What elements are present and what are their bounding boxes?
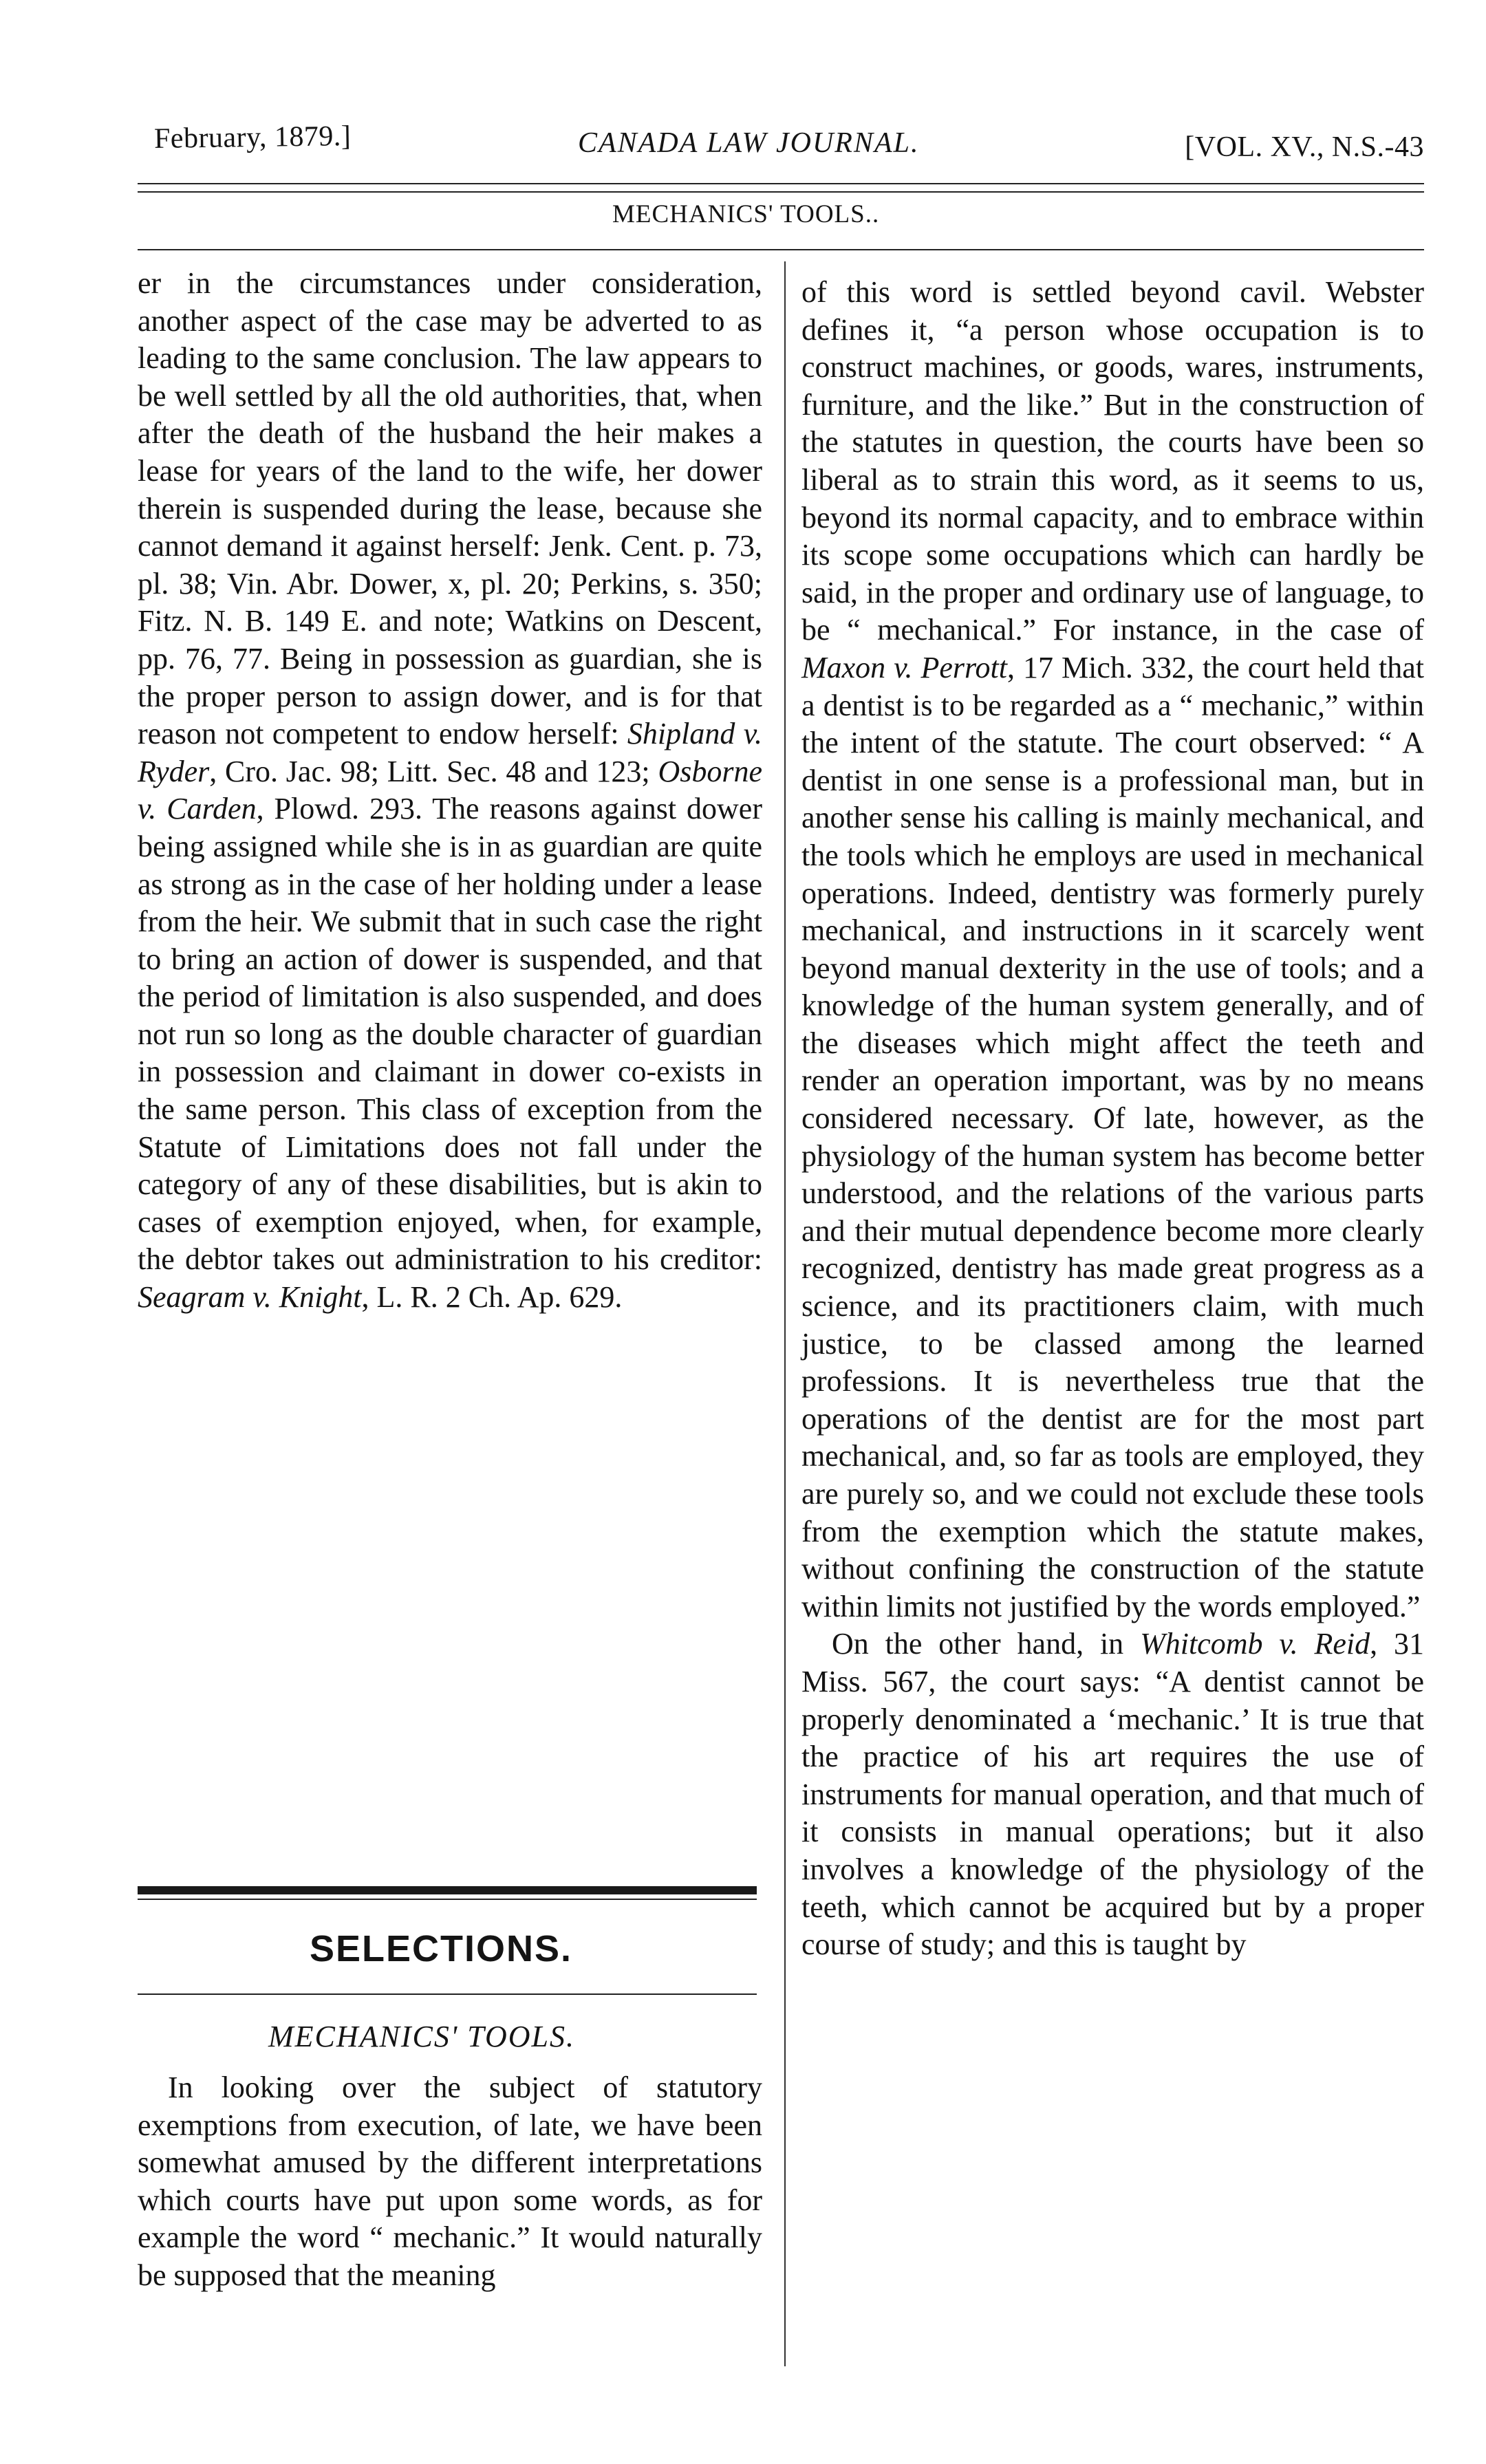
article-paragraph: In looking over the subject of statutory exemptions from execution, of late, we have been somewhat amused by the different interpretations which courts have put upon some words, as for example the word “ mechanic.” It would naturally be supposed that the meaning [138,2071,762,2292]
left-text-1: er in the circumstances under consideration, another aspect of the case may be adverted to as leading to the same conclusion. The law appears to be well settled by all the old authorities, that, when after the death of the husband the heir makes a lease for years of the land to the wife, her dower therein is suspended during the lease, because she cannot demand it against herself: Jenk. Cent. p. 73, pl. 38; Vin. Abr. Dower, x, pl. 20; Perkins, s. 350; Fitz. N. B. 149 E. and note; Watkins on Descent, pp. 76, 77. Being in possession as guardian, she is the proper person to assign dower, and is for that reason not competent to endow herself: [138,266,762,751]
article-title: MECHANICS' TOOLS. [268,2020,575,2053]
left-paragraph [138,265,762,1317]
left-text-2: , Cro. Jac. 98; Litt. Sec. 48 and 123; [209,754,658,788]
header-date: February, 1879.] [153,120,352,155]
case-citation-osborne: Osborne v. Carden [138,754,762,826]
header-volume: [VOL. XV., N.S.-43 [1185,131,1424,163]
right-text-2: , 17 Mich. 332, the court held that a dentist is to be regarded as a “ mechanic,” within the intent of the statute. The court observed: “ A dentist in one sense is a professional man, but in another sense his calling is mainly mechanical, and the tools which he employs are used in mechanical operations. Indeed, dentistry was formerly purely mechanical, and instructions in it scarcely went beyond manual dexterity in the use of tools; and a knowledge of the human system generally, and of the diseases which might affect the teeth and render an operation important, was by no means considered necessary. Of late, however, as the physiology of the human system has become better understood, and the relations of the various parts and their mutual dependence become more clearly recognized, dentistry has made great progress as a science, and its practitioners claim, with much justice, to be classed among the learned professions. It is nevertheless true that the operations of the dentist are for the most part mechanical, and, so far as tools are employed, they are purely so, and we could not exclude these tools from the exemption which the statute makes, without confining the construction of the statute within limits not justified by the words employed.” [801,650,1424,1623]
case-citation-maxon: Maxon v. Perrott [801,650,1007,684]
selections-thin-rule-top [138,1899,757,1900]
selections-thin-rule-bottom [138,1993,757,1995]
header-rule-top [138,183,1424,184]
case-citation-shipland: Shipland v. Ryder [138,717,762,788]
selections-heading: SELECTIONS. [310,1928,573,1969]
section-rule [138,249,1424,250]
right-text-1: of this word is settled beyond cavil. Webster defines it, “a person whose occupation is to construct machines, or goods, wares, instruments, furniture, and the like.” But in the construction of the statutes in question, the courts have been so liberal as to strain this word, as it seems to us, beyond its normal capacity, and to embrace within its scope some occupations which can hardly be said, in the proper and ordinary use of language, to be “ mechanical.” For instance, in the case of [801,275,1424,647]
header-journal-title: CANADA LAW JOURNAL. [578,127,920,159]
left-column [138,265,762,1317]
right-paragraph-1 [801,274,1424,1625]
right-paragraph-2 [801,1625,1424,1963]
article-opening [138,2069,762,2295]
right-text-4: , 31 Miss. 567, the court says: “A dentist cannot be properly denominated a ‘mechanic.’ It is true that the practice of his art requires the use of instruments for manual operation, and that much of it consists in manual operations; but it also involves a knowledge of the physiology of the teeth, which cannot be acquired but by a proper course of study; and this is taught by [801,1627,1424,1962]
right-column [801,274,1424,1964]
running-head [138,116,1424,164]
selections-thick-rule [138,1886,757,1894]
left-text-3: , Plowd. 293. The reasons against dower being assigned while she is in as guardian are quite as strong as in the case of her holding under a lease from the heir. We submit that in such case the right to bring an action of dower is suspended, and that the period of limitation is also suspended, and does not run so long as the double character of guardian in possession and claimant in dower co-exists in the same person. This class of exception from the Statute of Limitations does not fall under the category of any of these disabilities, but is akin to cases of exemption enjoyed, when, for example, the debtor takes out administration to his creditor: [138,792,762,1277]
case-citation-seagram: Seagram v. Knight [138,1280,362,1315]
section-heading: MECHANICS' TOOLS.. [612,200,880,228]
left-text-4: , L. R. 2 Ch. Ap. 629. [361,1280,623,1315]
right-text-3: On the other hand, in [832,1627,1141,1661]
case-citation-whitcomb: Whitcomb v. Reid [1140,1627,1370,1661]
header-rule-bottom [138,191,1424,193]
column-divider [784,261,786,2366]
